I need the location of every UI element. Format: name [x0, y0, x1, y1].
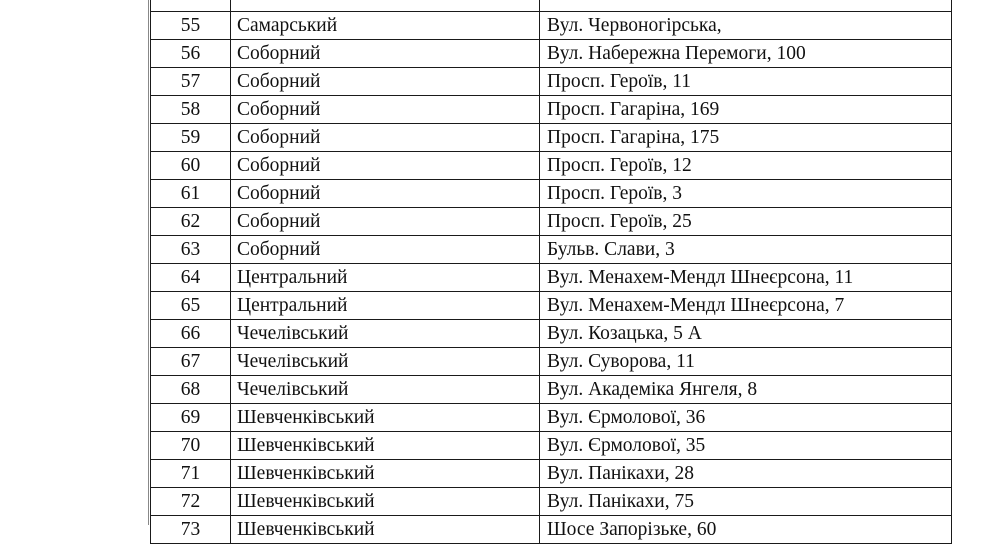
district-cell: Соборний	[231, 236, 540, 264]
table-row	[151, 68, 952, 96]
row-number-cell: 67	[151, 348, 231, 376]
district-cell: Центральний	[231, 292, 540, 320]
address-cell: Вул. Козацька, 5 А	[540, 320, 952, 348]
table-row	[151, 124, 952, 152]
address-cell: Вул. Академіка Янгеля, 8	[540, 376, 952, 404]
address-cell	[540, 0, 952, 12]
table-row	[151, 432, 952, 460]
row-number-cell: 55	[151, 12, 231, 40]
row-number-cell: 69	[151, 404, 231, 432]
address-table	[150, 0, 952, 544]
district-cell: Соборний	[231, 152, 540, 180]
district-cell: Соборний	[231, 40, 540, 68]
row-number-cell: 73	[151, 516, 231, 544]
district-cell: Шевченківський	[231, 488, 540, 516]
row-number-cell: 65	[151, 292, 231, 320]
row-number-cell: 57	[151, 68, 231, 96]
address-cell: Вул. Єрмолової, 36	[540, 404, 952, 432]
table-row	[151, 40, 952, 68]
address-cell: Вул. Менахем-Мендл Шнеєрсона, 11	[540, 264, 952, 292]
address-cell: Просп. Героїв, 12	[540, 152, 952, 180]
table-row	[151, 180, 952, 208]
row-number-cell: 58	[151, 96, 231, 124]
row-number-cell: 64	[151, 264, 231, 292]
district-cell: Соборний	[231, 180, 540, 208]
district-cell: Чечелівський	[231, 320, 540, 348]
district-cell: Соборний	[231, 68, 540, 96]
address-cell: Вул. Єрмолової, 35	[540, 432, 952, 460]
row-number-cell: 62	[151, 208, 231, 236]
address-cell: Просп. Героїв, 11	[540, 68, 952, 96]
row-number-cell: 61	[151, 180, 231, 208]
table-row	[151, 376, 952, 404]
address-cell: Просп. Гагаріна, 169	[540, 96, 952, 124]
table-row	[151, 320, 952, 348]
table-row	[151, 0, 952, 12]
district-cell: Шевченківський	[231, 432, 540, 460]
address-cell: Просп. Героїв, 3	[540, 180, 952, 208]
table-row	[151, 348, 952, 376]
district-cell: Чечелівський	[231, 348, 540, 376]
table-row	[151, 152, 952, 180]
district-cell: Центральний	[231, 264, 540, 292]
address-table-body	[151, 0, 952, 544]
row-number-cell: 60	[151, 152, 231, 180]
district-cell: Соборний	[231, 208, 540, 236]
district-cell: Самарський	[231, 12, 540, 40]
table-row	[151, 516, 952, 544]
table-row	[151, 488, 952, 516]
address-cell: Вул. Менахем-Мендл Шнеєрсона, 7	[540, 292, 952, 320]
district-cell: Чечелівський	[231, 376, 540, 404]
address-cell: Вул. Набережна Перемоги, 100	[540, 40, 952, 68]
scan-edge-line	[148, 0, 149, 525]
row-number-cell: 63	[151, 236, 231, 264]
table-row	[151, 12, 952, 40]
table-row	[151, 404, 952, 432]
district-cell: Шевченківський	[231, 516, 540, 544]
table-row	[151, 208, 952, 236]
address-cell: Просп. Гагаріна, 175	[540, 124, 952, 152]
district-cell	[231, 0, 540, 12]
address-cell: Просп. Героїв, 25	[540, 208, 952, 236]
row-number-cell: 56	[151, 40, 231, 68]
table-row	[151, 264, 952, 292]
row-number-cell: 59	[151, 124, 231, 152]
row-number-cell	[151, 0, 231, 12]
table-row	[151, 236, 952, 264]
row-number-cell: 72	[151, 488, 231, 516]
address-cell: Шосе Запорізьке, 60	[540, 516, 952, 544]
address-cell: Вул. Суворова, 11	[540, 348, 952, 376]
address-cell: Бульв. Слави, 3	[540, 236, 952, 264]
district-cell: Шевченківський	[231, 460, 540, 488]
address-cell: Вул. Панікахи, 28	[540, 460, 952, 488]
table-row	[151, 292, 952, 320]
row-number-cell: 66	[151, 320, 231, 348]
district-cell: Соборний	[231, 124, 540, 152]
row-number-cell: 70	[151, 432, 231, 460]
district-cell: Соборний	[231, 96, 540, 124]
table-row	[151, 460, 952, 488]
row-number-cell: 71	[151, 460, 231, 488]
row-number-cell: 68	[151, 376, 231, 404]
table-row	[151, 96, 952, 124]
address-cell: Вул. Панікахи, 75	[540, 488, 952, 516]
district-cell: Шевченківський	[231, 404, 540, 432]
address-cell: Вул. Червоногірська,	[540, 12, 952, 40]
